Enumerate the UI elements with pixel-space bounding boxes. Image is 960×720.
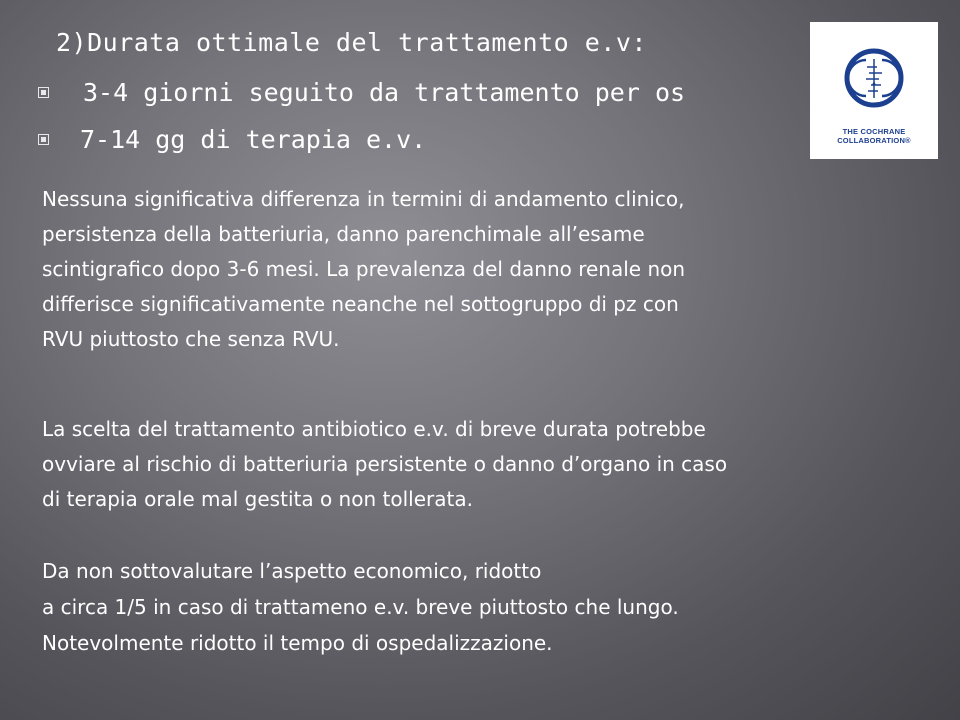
bullet-text: 7-14 gg di terapia e.v. [80, 125, 427, 154]
cochrane-emblem-icon [844, 34, 904, 122]
paragraph-choice [42, 412, 892, 517]
paragraph-line: di terapia orale mal gestita o non tollerata. [42, 487, 473, 511]
paragraph-line: RVU piuttosto che senza RVU. [42, 327, 340, 351]
paragraph-economics [42, 553, 892, 661]
paragraph-line: a circa 1/5 in caso di trattameno e.v. breve piuttosto che lungo. [42, 595, 679, 619]
bullet-square-icon [38, 134, 49, 145]
bullet-item [38, 78, 685, 107]
paragraph-line: Da non sottovalutare l’aspetto economico, ridotto [42, 559, 542, 583]
logo-text: COLLABORATION® [837, 136, 911, 145]
paragraph-line: differisce significativamente neanche nel sottogruppo di pz con [42, 292, 679, 316]
logo-text: THE COCHRANE [842, 127, 906, 136]
paragraph-line: La scelta del trattamento antibiotico e.v. di breve durata potrebbe [42, 417, 706, 441]
bullet-item [38, 125, 426, 154]
paragraph-line: persistenza della batteriuria, danno parenchimale all’esame [42, 222, 645, 246]
paragraph-line: scintigrafico dopo 3-6 mesi. La prevalenza del danno renale non [42, 257, 686, 281]
paragraph-findings [42, 182, 892, 357]
cochrane-logo [810, 22, 938, 159]
paragraph-line: Nessuna significativa differenza in termini di andamento clinico, [42, 187, 685, 211]
paragraph-line: ovviare al rischio di batteriuria persistente o danno d’organo in caso [42, 452, 728, 476]
slide-heading: 2)Durata ottimale del trattamento e.v: [56, 28, 647, 57]
bullet-text: 3-4 giorni seguito da trattamento per os [83, 78, 686, 107]
paragraph-line: Notevolmente ridotto il tempo di ospedalizzazione. [42, 631, 553, 655]
bullet-square-icon [38, 87, 49, 98]
